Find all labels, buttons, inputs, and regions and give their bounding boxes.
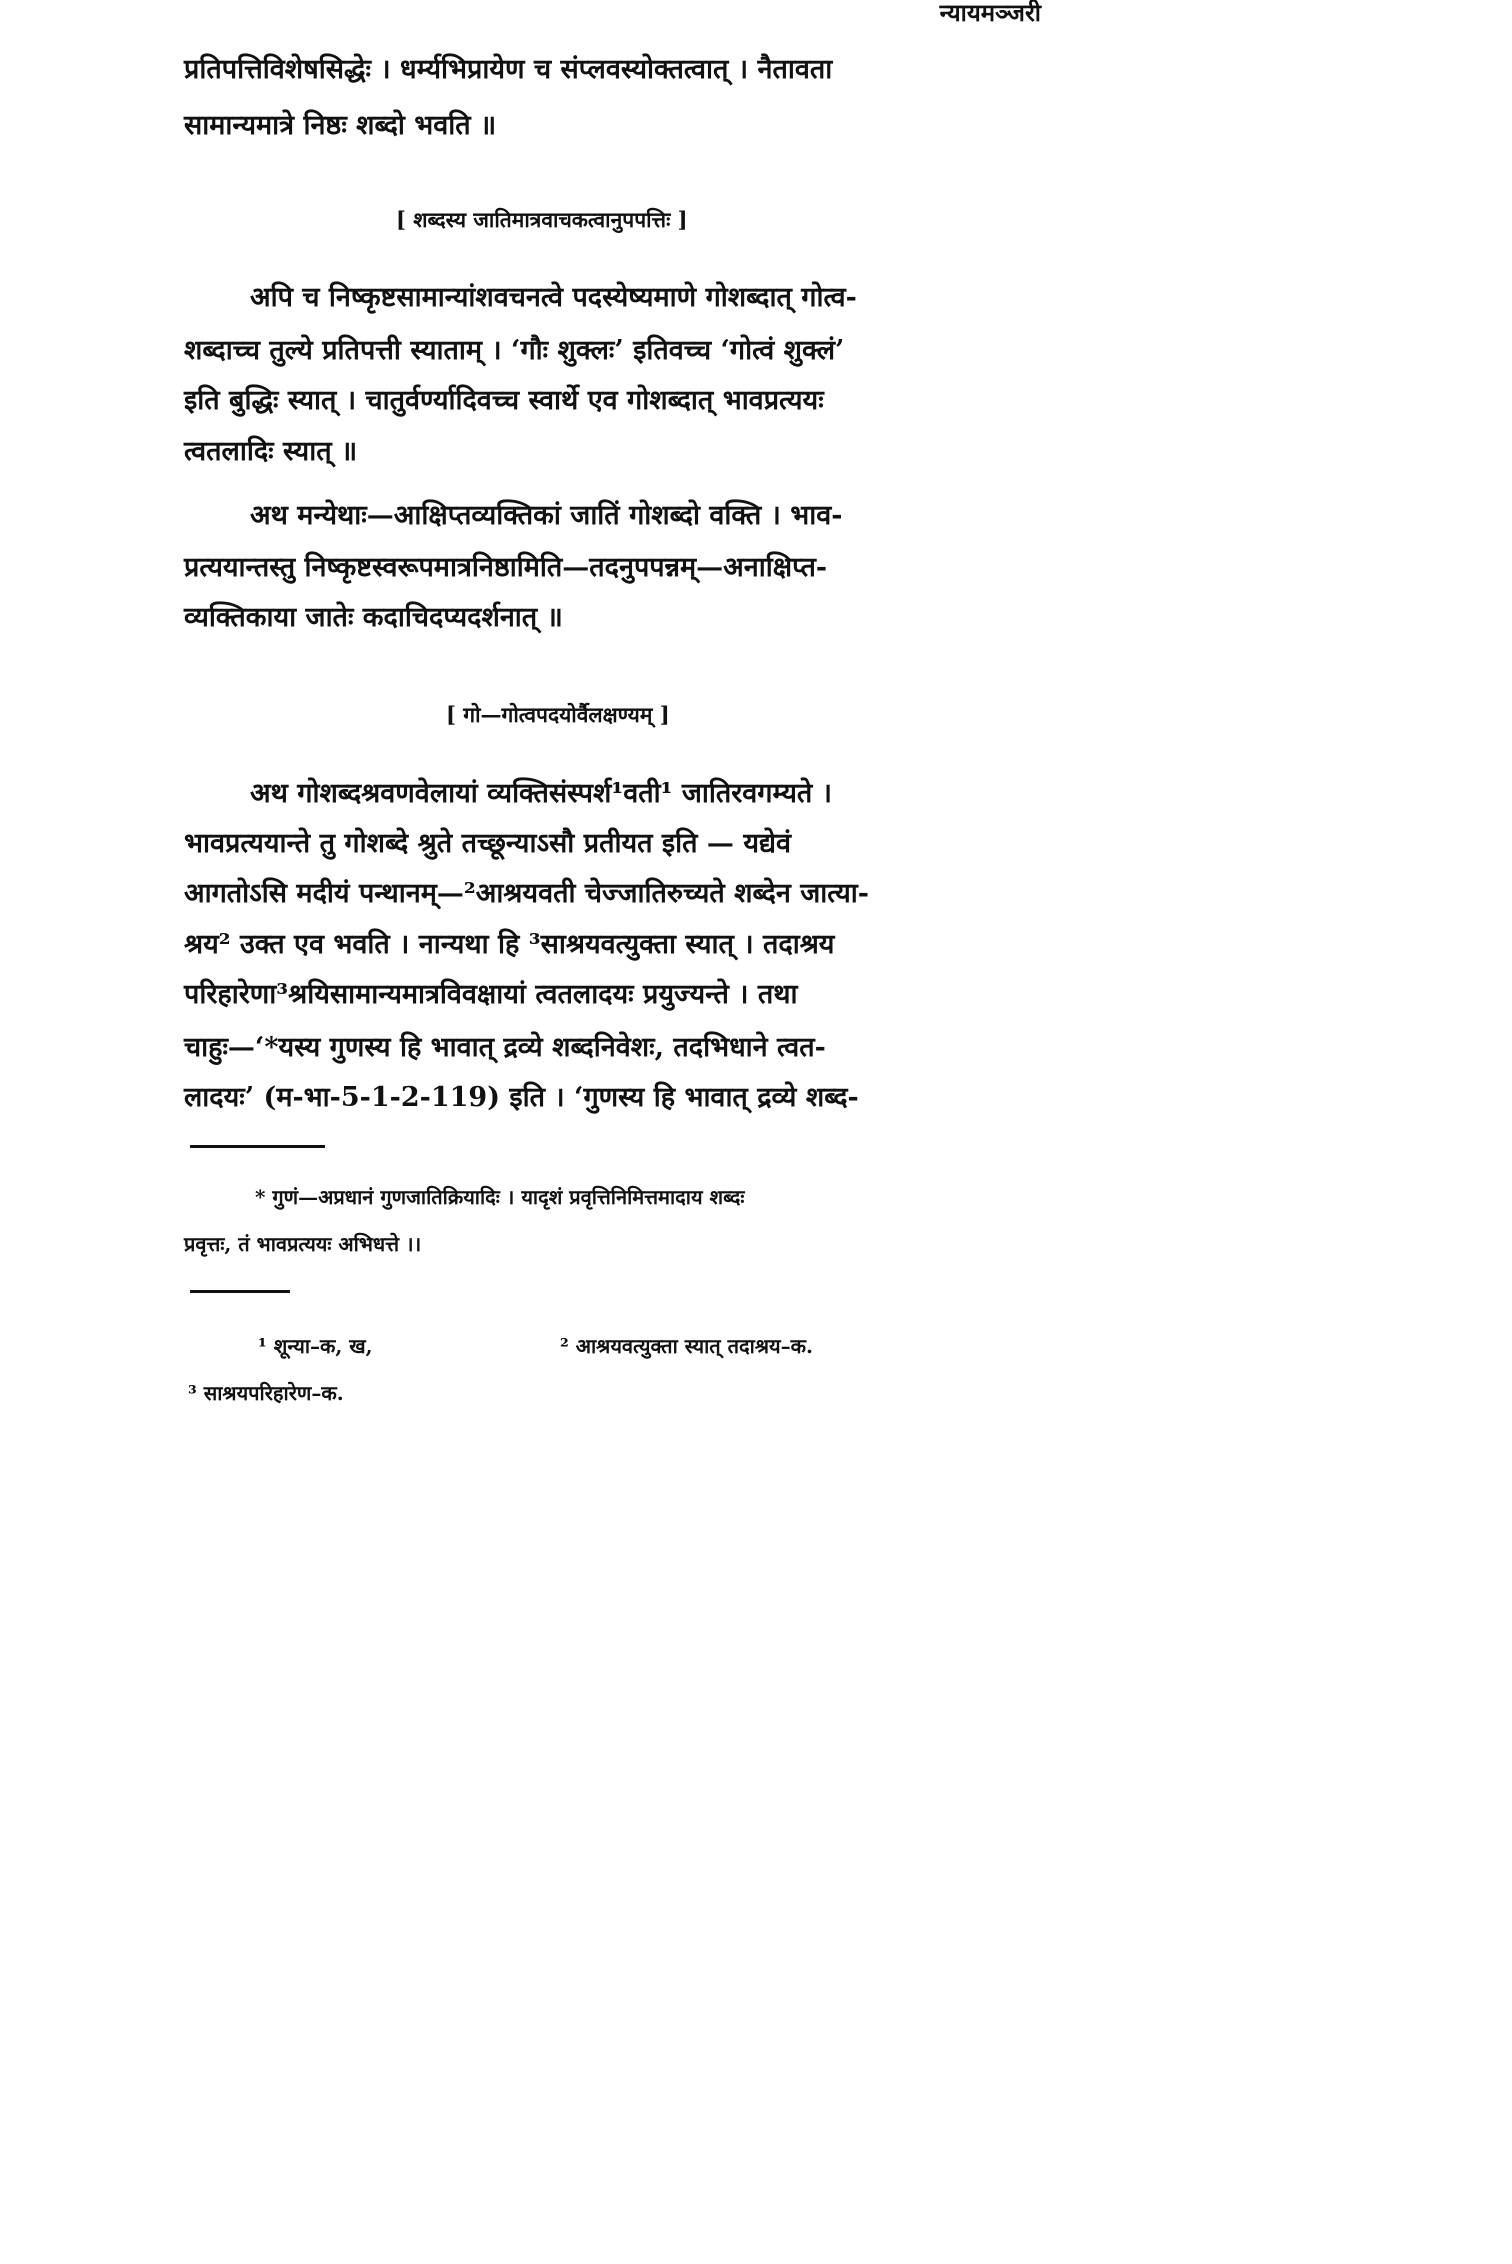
text-line: भावप्रत्ययान्ते तु गोशब्दे श्रुते तच्छून्याऽसौ प्रतीयत इति — यद्येवं: [184, 828, 792, 859]
text-line: प्रतिपत्तिविशेषसिद्धेः । धर्म्यभिप्रायेण च संप्लवस्योक्तत्वात् । नैतावता: [184, 54, 833, 85]
variant-note: ² आश्रयवत्युक्ता स्यात् तदाश्रय–क.: [560, 1334, 813, 1358]
running-head: न्यायमञ्जरी: [939, 0, 1041, 27]
footnote-line: * गुणं—अप्रधानं गुणजातिक्रियादिः । यादृशं प्रवृत्तिनिमित्तमादाय शब्दः: [255, 1185, 745, 1209]
section-heading-1: [ शब्दस्य जातिमात्रवाचकत्वानुपपत्तिः ]: [396, 207, 688, 232]
text-line: अथ गोशब्दश्रवणवेलायां व्यक्तिसंस्पर्श¹वती¹ जातिरवगम्यते ।: [250, 778, 832, 809]
variant-note: ¹ शून्या–क, ख,: [258, 1334, 373, 1358]
section-heading-2: [ गो—गोत्वपदयोर्वैलक्षण्यम् ]: [446, 702, 670, 727]
text-line: अथ मन्येथाः—आक्षिप्तव्यक्तिकां जातिं गोशब्दो वक्ति । भाव-: [250, 500, 843, 531]
text-line: शब्दाच्च तुल्ये प्रतिपत्ती स्याताम् । ‘गौः शुक्लः’ इतिवच्च ‘गोत्वं शुक्लं’: [184, 335, 845, 366]
text-line: चाहुः—‘*यस्य गुणस्य हि भावात् द्रव्ये शब्दनिवेशः, तदभिधाने त्वत-: [184, 1032, 826, 1063]
text-line: सामान्यमात्रे निष्ठः शब्दो भवति ॥: [184, 110, 497, 141]
text-line: इति बुद्धिः स्यात् । चातुर्वर्ण्यादिवच्च स्वार्थे एव गोशब्दात् भावप्रत्ययः: [184, 385, 824, 416]
text-line: लादयः’ (म-भा-5-1-2-119) इति । ‘गुणस्य हि भावात् द्रव्ये शब्द-: [184, 1082, 859, 1113]
text-line: अपि च निष्कृष्टसामान्यांशवचनत्वे पदस्येष्यमाणे गोशब्दात् गोत्व-: [250, 282, 857, 313]
text-line: श्रय² उक्त एव भवति । नान्यथा हि ³साश्रयवत्युक्ता स्यात् । तदाश्रय: [184, 929, 835, 960]
footnote-divider: [190, 1145, 325, 1148]
text-line: व्यक्तिकाया जातेः कदाचिदप्यदर्शनात् ॥: [184, 602, 563, 633]
variant-note: ³ साश्रयपरिहारेण–क.: [188, 1381, 344, 1405]
text-line: परिहारेणा³श्रयिसामान्यमात्रविवक्षायां त्वतलादयः प्रयुज्यन्ते । तथा: [184, 979, 798, 1010]
footnote-line: प्रवृत्तः, तं भावप्रत्ययः अभिधत्ते ।।: [184, 1232, 422, 1256]
text-line: आगतोऽसि मदीयं पन्थानम्—²आश्रयवती चेज्जातिरुच्यते शब्देन जात्या-: [184, 878, 869, 909]
text-line: प्रत्ययान्तस्तु निष्कृष्टस्वरूपमात्रनिष्ठामिति—तदनुपपन्नम्—अनाक्षिप्त-: [184, 552, 828, 583]
variants-divider: [190, 1290, 290, 1293]
text-line: त्वतलादिः स्यात् ॥: [184, 436, 358, 467]
